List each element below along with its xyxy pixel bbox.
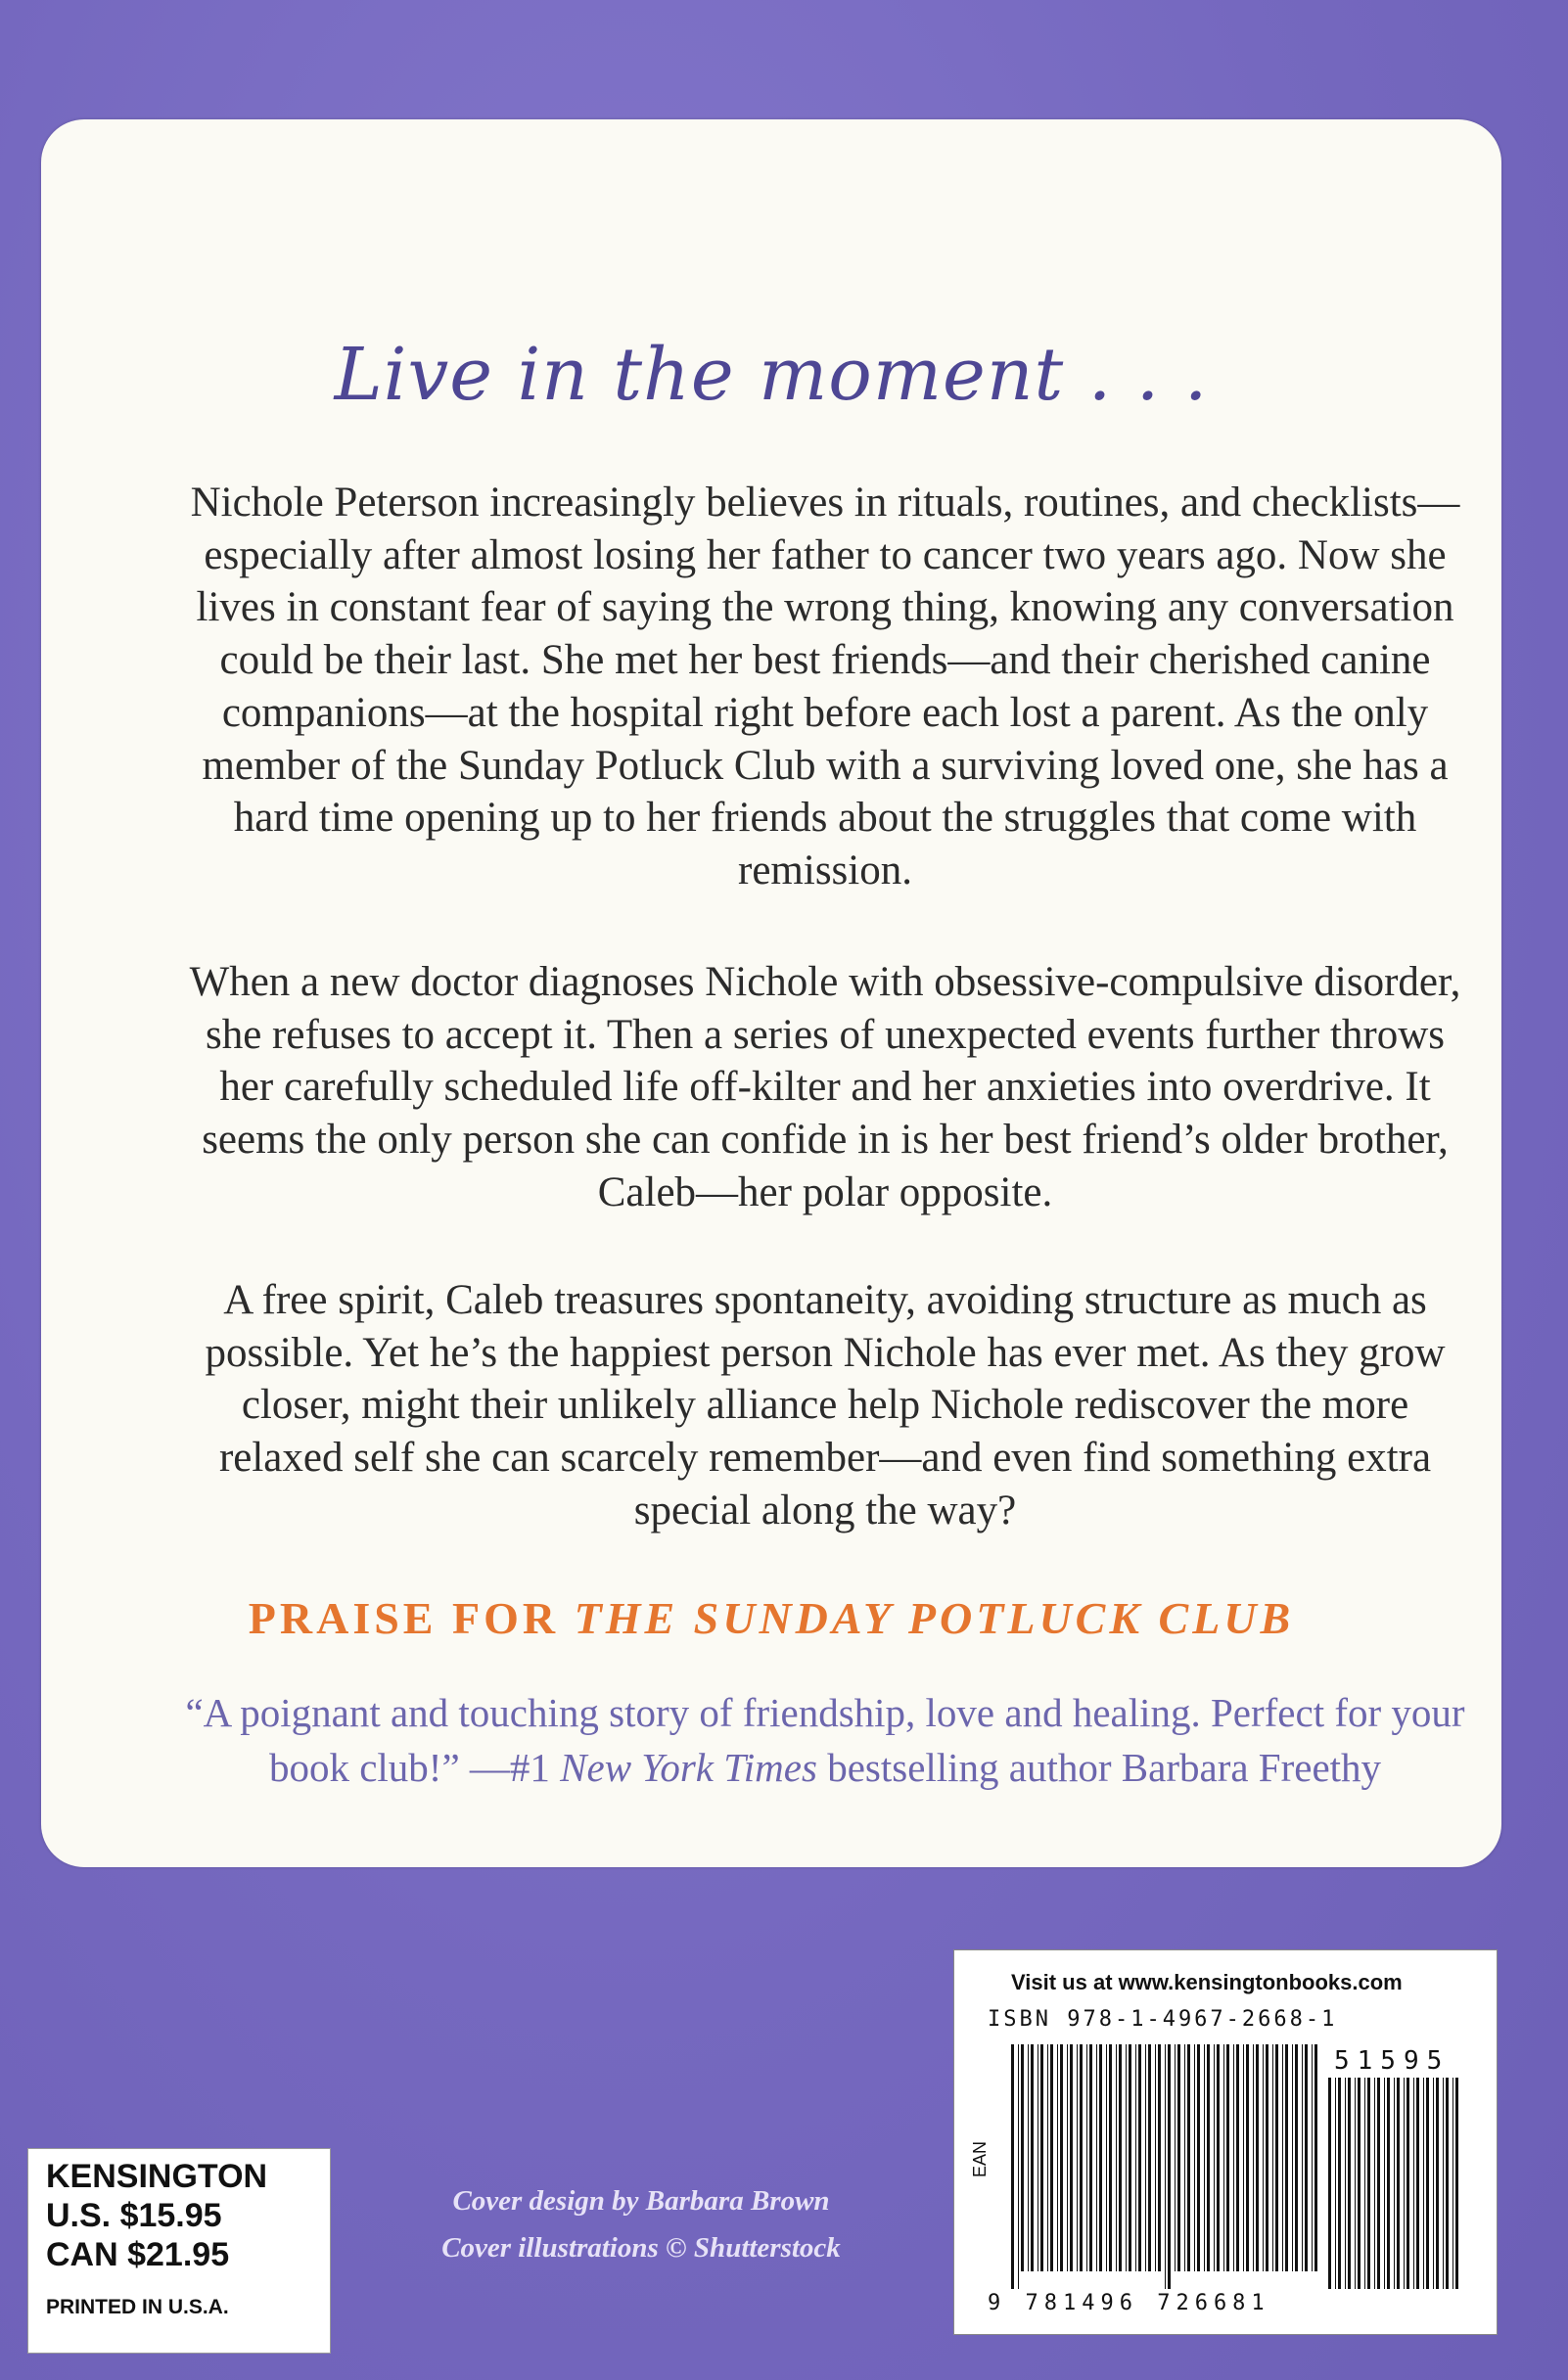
barcode-digits: 9 781496 726681 — [988, 2291, 1270, 2315]
barcode-bar — [1138, 2044, 1141, 2271]
barcode-bar — [1116, 2044, 1117, 2271]
barcode-bar — [1060, 2044, 1063, 2271]
barcode-bar — [1070, 2044, 1073, 2271]
barcode-bar — [1263, 2044, 1264, 2271]
attribution-paper: New York Times — [560, 1745, 817, 1790]
addon-barcode — [1328, 2078, 1465, 2289]
barcode-bar — [1194, 2044, 1195, 2271]
praise-heading — [41, 1592, 1501, 1644]
barcode-bar — [1021, 2044, 1024, 2271]
barcode-bar — [1246, 2044, 1249, 2271]
barcode-bar — [1129, 2044, 1131, 2271]
barcode-box — [953, 1949, 1498, 2335]
barcode-bar — [1050, 2044, 1053, 2271]
barcode-bar — [1338, 2078, 1341, 2289]
barcode-bar — [1266, 2044, 1268, 2271]
barcode-bar — [1305, 2044, 1308, 2271]
barcode-bar — [1377, 2078, 1380, 2289]
attribution-prefix: —#1 — [459, 1745, 561, 1790]
barcode-bar — [1355, 2078, 1356, 2289]
price-box — [27, 2148, 331, 2354]
cover-credits — [387, 2177, 896, 2271]
barcode-bar — [1197, 2044, 1200, 2271]
barcode-bar — [1077, 2044, 1078, 2271]
description-paragraph-3: A free spirit, Caleb treasures spontaneity, avoiding structure as much as possible. Yet he’s the happiest person Nichole has ever met. As they grow closer, might their unlikely alliance help Nichole rediscover the more relaxed self she can scarcely remember—and even find something extra special along the way? — [205, 1277, 1446, 1533]
attribution-suffix: bestselling author Barbara Freethy — [816, 1745, 1382, 1790]
praise-heading-title: THE SUNDAY POTLUCK CLUB — [574, 1593, 1295, 1643]
barcode-bar — [1148, 2044, 1151, 2271]
barcode-bar — [1011, 2044, 1014, 2289]
barcode-bar — [1207, 2044, 1210, 2271]
barcode-bar — [1184, 2044, 1185, 2271]
barcode-bar — [1364, 2078, 1365, 2289]
barcode-bar — [1423, 2078, 1424, 2289]
barcode-bar — [1109, 2044, 1112, 2271]
barcode-bar — [1282, 2044, 1283, 2271]
barcode-bar — [1214, 2044, 1215, 2271]
barcode-bar — [1455, 2078, 1458, 2289]
barcode-bar — [1155, 2044, 1156, 2271]
barcode-bar — [1119, 2044, 1122, 2271]
barcode-bar — [1086, 2044, 1087, 2271]
barcode-bar — [1126, 2044, 1127, 2271]
barcode-bar — [1404, 2078, 1405, 2289]
barcode-bar — [1314, 2044, 1317, 2271]
praise-heading-prefix: PRAISE FOR — [248, 1593, 575, 1643]
barcode-bar — [1345, 2078, 1346, 2289]
barcode-bar — [1226, 2044, 1229, 2271]
barcode-bar — [1040, 2044, 1043, 2271]
barcode-bar — [1328, 2078, 1331, 2289]
barcode-bar — [1285, 2044, 1288, 2271]
barcode-bar — [1018, 2044, 1019, 2289]
publisher-name: KENSINGTON — [46, 2158, 268, 2195]
barcode-bar — [1407, 2078, 1409, 2289]
barcode-bar — [1217, 2044, 1220, 2271]
barcode-bar — [1348, 2078, 1351, 2289]
barcode-bar — [1028, 2044, 1029, 2271]
barcode-bar — [1233, 2044, 1234, 2271]
ean-label: EAN — [970, 2140, 990, 2177]
barcode-bar — [1397, 2078, 1400, 2289]
barcode-bar — [1272, 2044, 1273, 2271]
barcode-bar — [1384, 2078, 1385, 2289]
barcode-bar — [1443, 2078, 1444, 2289]
us-price: U.S. $15.95 — [46, 2197, 222, 2234]
printed-in: PRINTED IN U.S.A. — [46, 2296, 229, 2318]
barcode-bar — [1295, 2044, 1298, 2271]
barcode-bar — [1067, 2044, 1068, 2271]
cover-illustrations-credit: Cover illustrations © Shutterstock — [441, 2232, 841, 2264]
barcode-bar — [1057, 2044, 1058, 2271]
barcode-bar — [1253, 2044, 1254, 2271]
barcode-bar — [1387, 2078, 1390, 2289]
praise-quote — [178, 1685, 1472, 1795]
tagline: Live in the moment . . . — [334, 333, 1209, 417]
barcode-bar — [1135, 2044, 1136, 2271]
barcode-bar — [1256, 2044, 1259, 2271]
barcode-bar — [1436, 2078, 1439, 2289]
addon-digits: 51595 — [1334, 2046, 1451, 2076]
barcode-bar — [1145, 2044, 1146, 2271]
barcode-bar — [1416, 2078, 1419, 2289]
barcode-bar — [1168, 2044, 1171, 2289]
barcode-bar — [1158, 2044, 1161, 2271]
barcode-bar — [1312, 2044, 1313, 2271]
barcode-bar — [1099, 2044, 1102, 2271]
barcode-bar — [1175, 2044, 1176, 2271]
back-cover-panel — [41, 119, 1501, 1867]
barcode-bar — [1106, 2044, 1107, 2271]
description-paragraph-1: Nichole Peterson increasingly believes in rituals, routines, and checklists—especially after almost losing her father to cancer two years ago. Now she lives in constant fear of saying the wrong thing, knowing any conversation could be their last. She met her best friends—and their cherished canine companions—at the hospital right before each lost a parent. As the only member of the Sunday Potluck Club with a surviving loved one, she has a hard time opening up to her friends about the struggles that come with remission. — [190, 480, 1460, 893]
barcode-bar — [1413, 2078, 1414, 2289]
barcode-bar — [1446, 2078, 1449, 2289]
barcode-bar — [1096, 2044, 1097, 2271]
barcode-bar — [1335, 2078, 1336, 2289]
barcode-bar — [1394, 2078, 1395, 2289]
barcode-bar — [1236, 2044, 1239, 2271]
barcode-bar — [1292, 2044, 1293, 2271]
barcode-bar — [1080, 2044, 1083, 2271]
barcode-bar — [1302, 2044, 1303, 2271]
barcode-bar — [1187, 2044, 1190, 2271]
barcode-bar — [1223, 2044, 1224, 2271]
quote-text: “A poignant and touching story of friendship, love and healing. Perfect for your book club!” — [185, 1690, 1465, 1790]
barcode-bar — [1433, 2078, 1434, 2289]
isbn-number: ISBN 978-1-4967-2668-1 — [988, 2007, 1338, 2032]
barcode-bar — [1275, 2044, 1278, 2271]
barcode-bar — [1089, 2044, 1092, 2271]
barcode-bar — [1177, 2044, 1180, 2271]
barcode-bar — [1426, 2078, 1429, 2289]
barcode-bar — [1165, 2044, 1166, 2289]
barcode-bar — [1358, 2078, 1360, 2289]
description-paragraph-2: When a new doctor diagnoses Nichole with obsessive-compulsive disorder, she refuses to accept it. Then a series of unexpected events further throws her carefully scheduled life off-kilter and her anxieties into overdrive. It seems the only person she can confide in is her best friend’s older brother, Caleb—her polar opposite. — [189, 959, 1461, 1215]
cover-design-credit: Cover design by Barbara Brown — [452, 2185, 830, 2217]
barcode-bar — [1243, 2044, 1244, 2271]
barcode-bar — [1031, 2044, 1034, 2271]
website-link[interactable]: Visit us at www.kensingtonbooks.com — [1011, 1970, 1403, 1994]
barcode-bar — [1204, 2044, 1205, 2271]
barcode-bar — [1374, 2078, 1375, 2289]
barcode-bar — [1047, 2044, 1048, 2271]
barcode-bar — [1367, 2078, 1370, 2289]
ean-barcode — [1011, 2044, 1324, 2289]
can-price: CAN $21.95 — [46, 2236, 230, 2273]
